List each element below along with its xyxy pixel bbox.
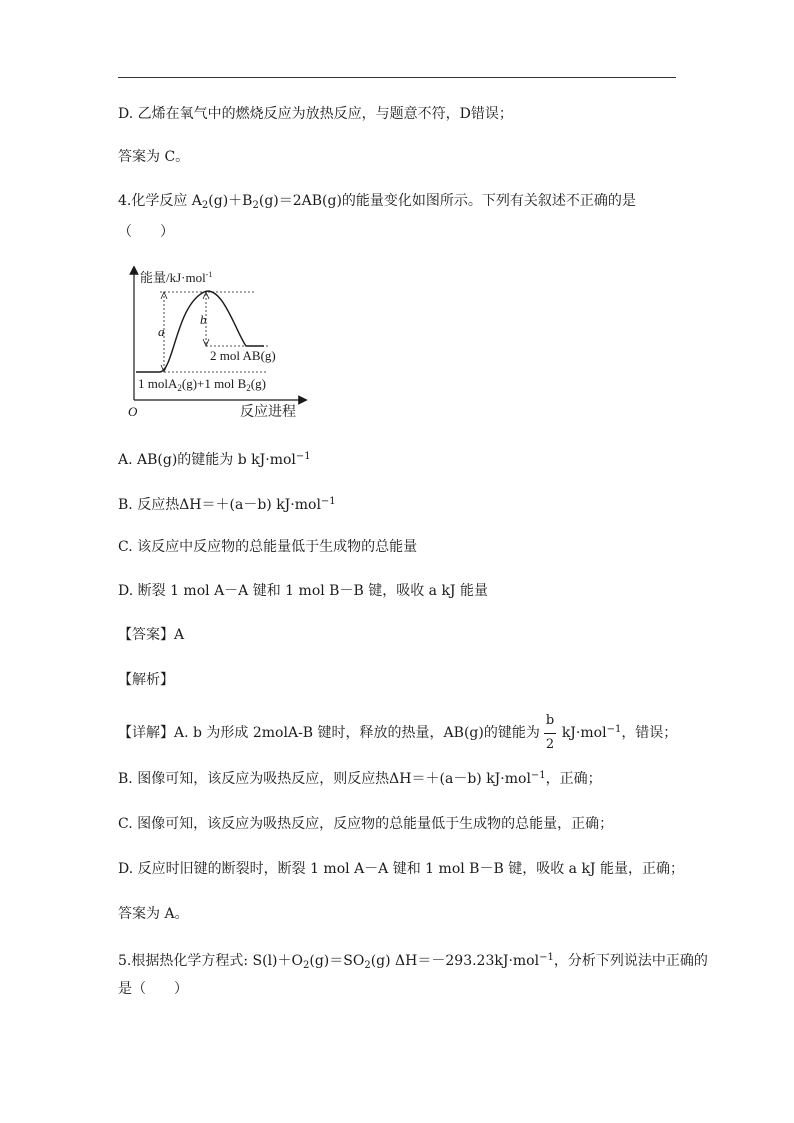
detail-a-end: ，错误；	[621, 725, 678, 741]
q5-text-b: (g)＝SO	[309, 953, 365, 969]
question-5-line-2: 是（ ）	[118, 981, 188, 997]
q5-sub-1: 2	[303, 960, 310, 971]
option-b	[118, 492, 336, 515]
q4-text-b: (g)＋B	[208, 193, 253, 209]
detail-b	[118, 766, 602, 789]
fraction-b-over-2	[542, 713, 560, 752]
energy-diagram-svg	[118, 266, 318, 424]
label-b: b	[200, 312, 207, 327]
answer-heading: 【答案】A	[118, 627, 185, 643]
option-b-sup: −1	[320, 496, 336, 507]
option-d-previous: D. 乙烯在氧气中的燃烧反应为放热反应，与题意不符，D错误；	[118, 106, 513, 122]
q4-sub-2: 2	[252, 200, 259, 211]
option-a	[118, 447, 311, 470]
header-rule	[118, 77, 676, 78]
q4-text-c: (g)＝2AB(g)的能量变化如图所示。下列有关叙述不正确的是	[258, 193, 636, 209]
fraction-numerator: b	[545, 713, 555, 728]
reactant-label: 1 molA$_2$(g)+1 mol $B_2(g)$	[138, 376, 266, 393]
q5-text-c: (g) ΔH＝－293.23kJ·mol	[370, 953, 540, 969]
energy-diagram	[118, 266, 318, 424]
detail-c: C. 图像可知，该反应为吸热反应，反应物的总能量低于生成物的总能量，正确；	[118, 816, 614, 832]
q4-text-a: 化学反应 A	[131, 193, 202, 209]
option-c: C. 该反应中反应物的总能量低于生成物的总能量	[118, 539, 418, 555]
q5-sub-2: 2	[364, 960, 371, 971]
q5-text-d: ，分析下列说法中正确的	[553, 953, 708, 969]
x-axis-label: 反应进程	[240, 405, 296, 420]
answer-previous: 答案为 C。	[118, 149, 190, 165]
product-label: 2 mol AB(g)	[210, 348, 276, 363]
q4-sub-1: 2	[201, 200, 209, 211]
option-b-text: B. 反应热ΔH＝＋(a－b) kJ·mol	[118, 497, 321, 513]
q5-sup: −1	[539, 952, 554, 963]
question-5-stem	[118, 948, 708, 976]
origin-label: O	[128, 404, 138, 419]
fraction-bar	[544, 733, 556, 734]
detail-a-sup: −1	[606, 724, 622, 735]
question-4-paren: （ ）	[118, 224, 174, 240]
y-axis-label: 能量/kJ·mol$^{-1}$	[140, 270, 213, 285]
answer-4: 答案为 A。	[118, 906, 189, 922]
detail-b-end: ，正确；	[545, 771, 602, 787]
label-a: a	[158, 324, 165, 339]
detail-a-text: 【详解】A. b 为形成 2molA-B 键时，释放的热量，AB(g)的键能为	[118, 725, 540, 741]
question-4-stem	[118, 191, 636, 216]
detail-b-sup: −1	[530, 770, 546, 781]
detail-a-unit: kJ·mol	[561, 725, 607, 741]
detail-a	[118, 713, 678, 752]
fraction-denominator: 2	[545, 737, 555, 752]
analysis-heading: 【解析】	[118, 672, 174, 688]
question-number: 4.	[118, 193, 132, 209]
q5-text-a: 5.根据热化学方程式: S(l)＋O	[118, 953, 303, 969]
detail-d: D. 反应时旧键的断裂时，断裂 1 mol A－A 键和 1 mol B－B 键，吸收 a kJ 能量，正确；	[118, 861, 684, 877]
option-d: D. 断裂 1 mol A－A 键和 1 mol B－B 键，吸收 a kJ 能量	[118, 583, 488, 599]
detail-b-text: B. 图像可知，该反应为吸热反应，则反应热ΔH＝＋(a－b) kJ·mol	[118, 771, 531, 787]
option-a-sup: −1	[295, 451, 311, 462]
option-a-text: A. AB(g)的键能为 b kJ·mol	[118, 452, 296, 468]
